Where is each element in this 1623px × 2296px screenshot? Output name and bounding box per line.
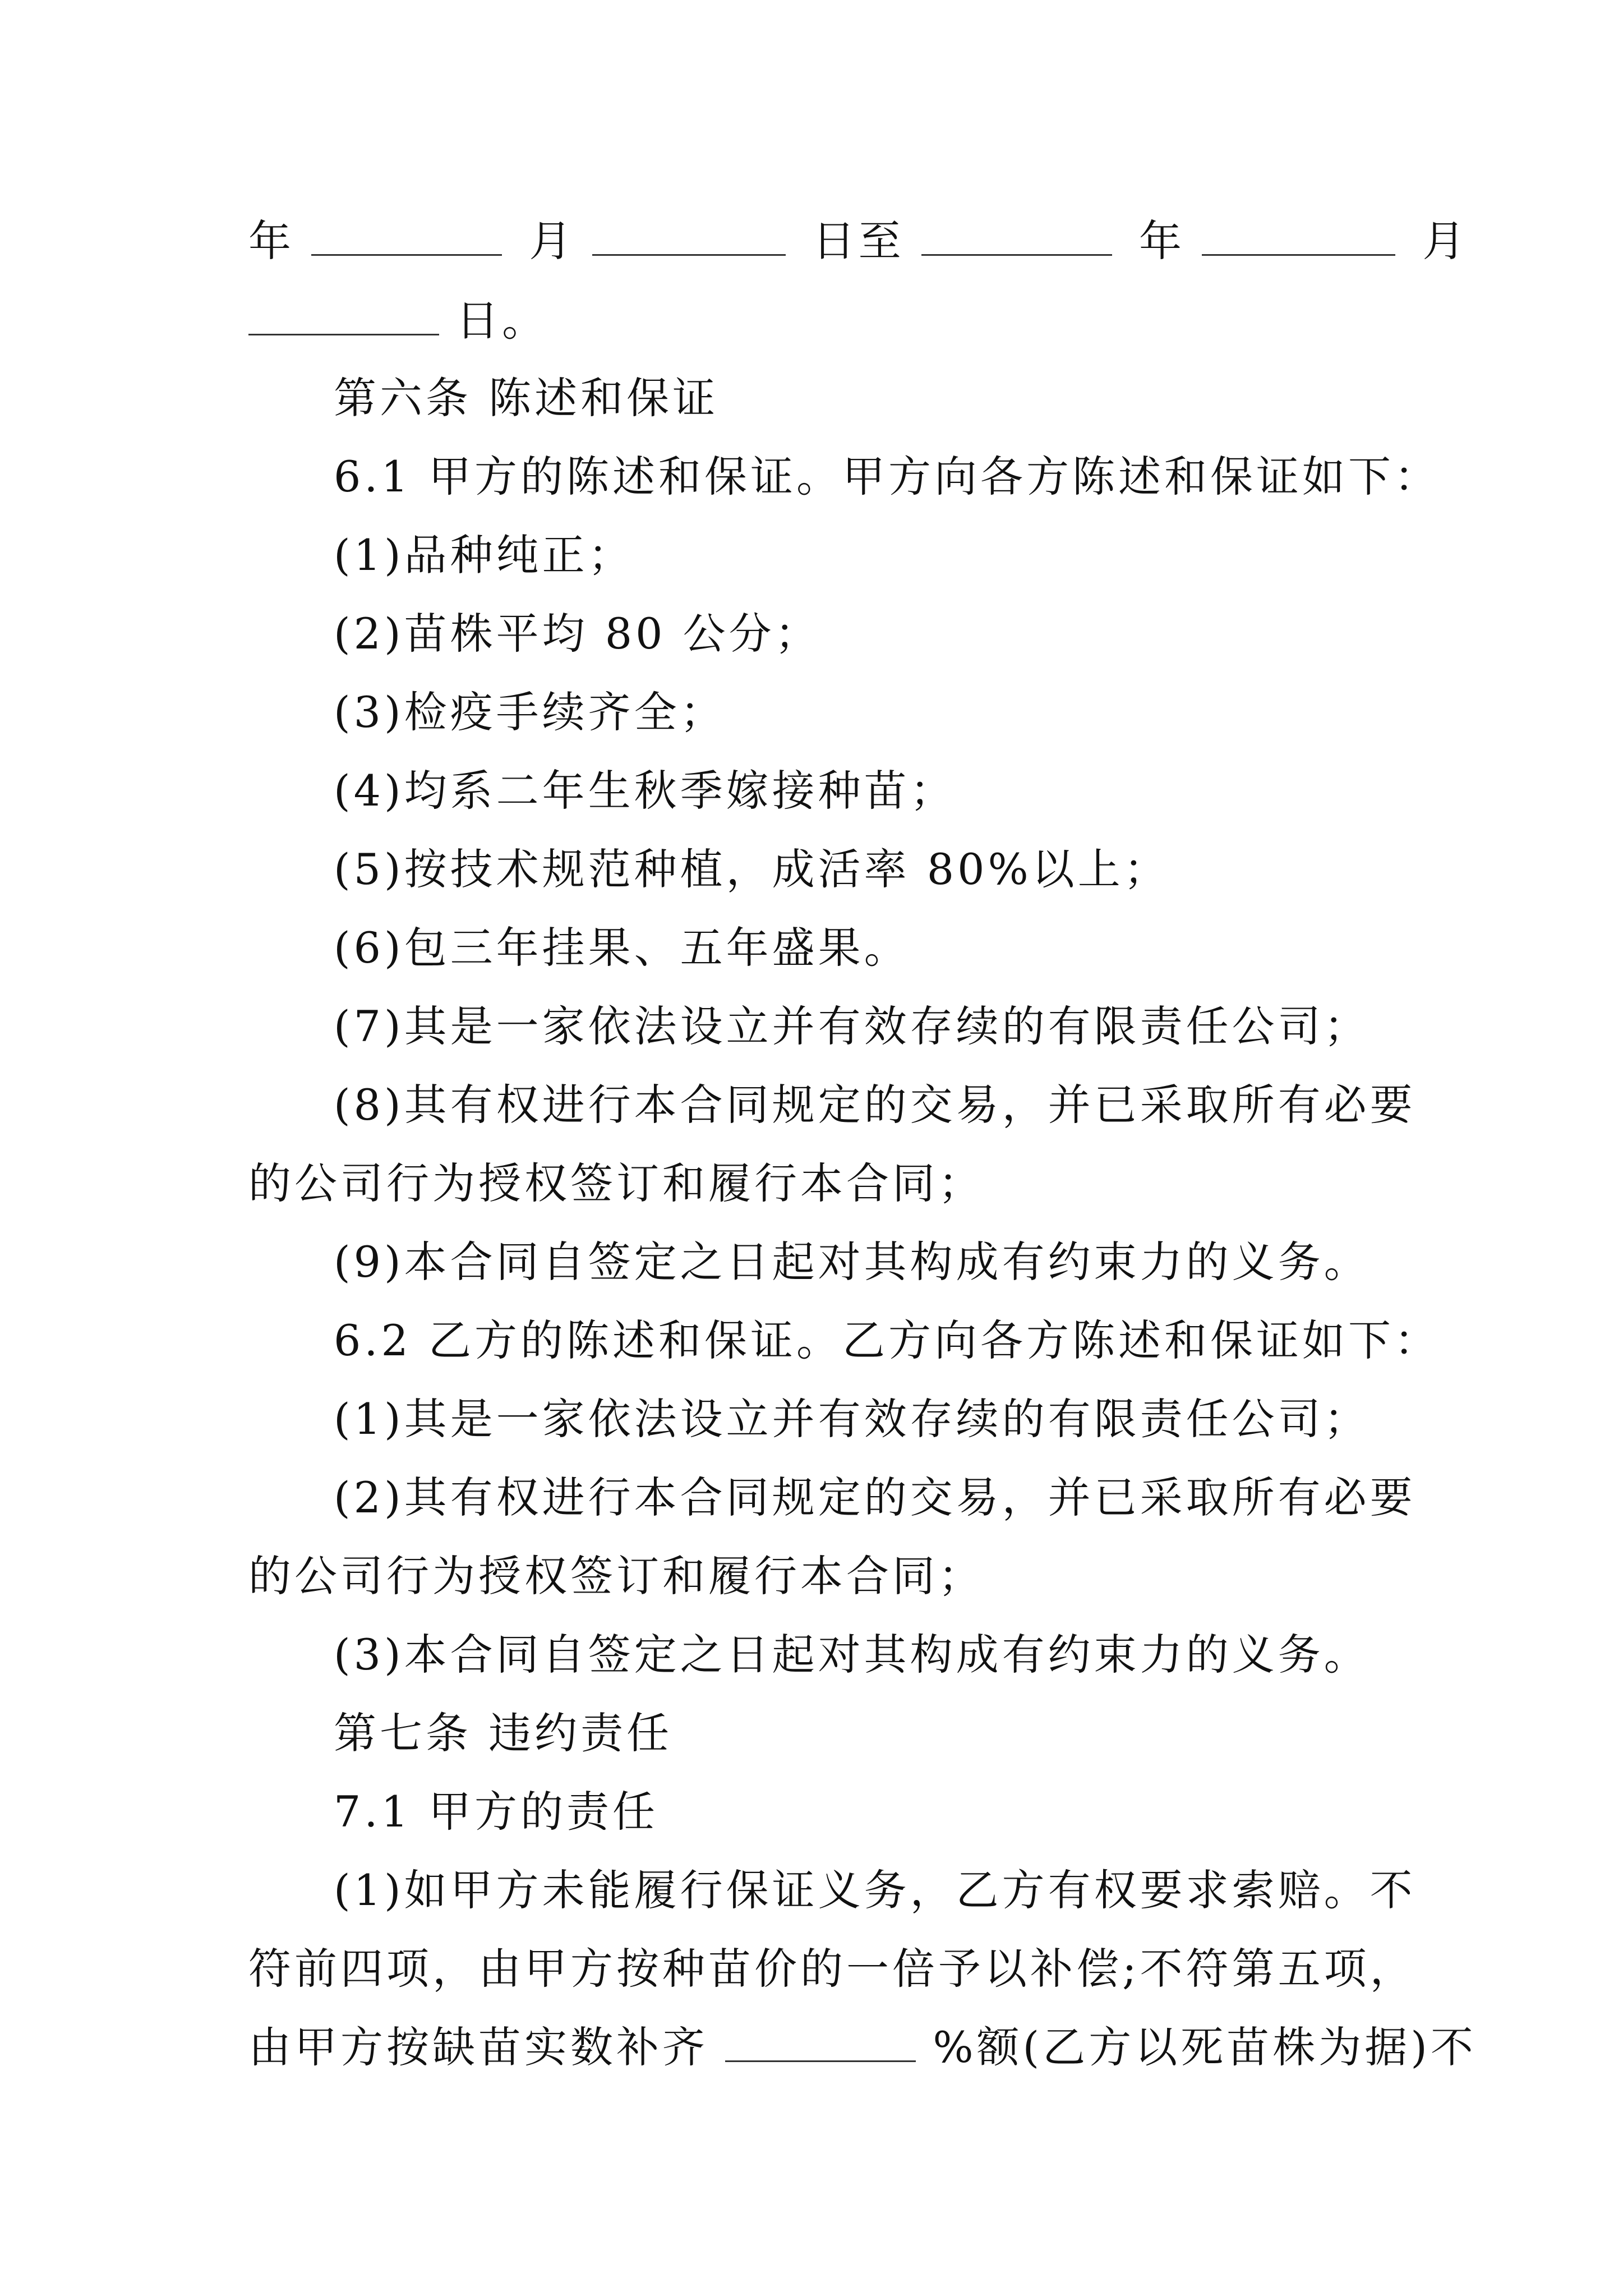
s6-1-item-1: (1)品种纯正； xyxy=(334,530,634,580)
article-7-heading: 第七条 违约责任 xyxy=(334,1708,673,1758)
end-month-blank[interactable] xyxy=(1202,215,1395,256)
s7-1-para-1-line-3 xyxy=(248,2019,1477,2076)
month2-label: 月 xyxy=(1422,216,1469,266)
day-end-label: 日。 xyxy=(456,296,548,346)
s6-1-item-9: (9)本合同自签定之日起对其构成有约束力的义务。 xyxy=(334,1237,1370,1287)
s6-2-item-2-line-1: (2)其有权进行本合同规定的交易，并已采取所有必要 xyxy=(334,1473,1416,1522)
year2-label: 年 xyxy=(1139,216,1186,266)
percent-blank[interactable] xyxy=(725,2021,916,2062)
s7-1-para-1-line-1: (1)如甲方未能履行保证义务，乙方有权要求索赔。不 xyxy=(334,1865,1416,1915)
month-label: 月 xyxy=(529,216,575,266)
s6-1-item-2: (2)苗株平均 80 公分； xyxy=(334,609,821,659)
date-range-line-2 xyxy=(248,293,548,349)
s7-1-para-1-line-2: 符前四项，由甲方按种苗价的一倍予以补偿;不符第五项， xyxy=(248,1944,1416,1994)
s6-1-item-8-line-1: (8)其有权进行本合同规定的交易，并已采取所有必要 xyxy=(334,1080,1416,1130)
date-range-line-1 xyxy=(248,213,1468,269)
s6-2-item-2-line-2: 的公司行为授权签订和履行本合同； xyxy=(248,1551,984,1601)
s6-1-item-7: (7)其是一家依法设立并有效存续的有限责任公司； xyxy=(334,1001,1370,1051)
end-year-blank[interactable] xyxy=(921,215,1112,256)
s6-1-item-3: (3)检疫手续齐全； xyxy=(334,687,726,737)
s6-1-item-4: (4)均系二年生秋季嫁接种苗； xyxy=(334,766,956,816)
year-label: 年 xyxy=(248,216,294,266)
end-day-blank[interactable] xyxy=(248,295,439,335)
s6-1-item-8-line-2: 的公司行为授权签订和履行本合同； xyxy=(248,1158,984,1208)
article-6-heading: 第六条 陈述和保证 xyxy=(334,373,719,423)
year-blank[interactable] xyxy=(311,215,502,256)
s6-1-item-5: (5)按技术规范种植，成活率 80%以上； xyxy=(334,844,1170,894)
day-to-label: 日至 xyxy=(812,216,905,266)
s6-2-item-1: (1)其是一家依法设立并有效存续的有限责任公司； xyxy=(334,1394,1370,1444)
s6-2-item-3: (3)本合同自签定之日起对其构成有约束力的义务。 xyxy=(334,1630,1370,1680)
s7-1-para-1-line-3-a: 由甲方按缺苗实数补齐 xyxy=(248,2022,708,2072)
section-6-2-title: 6.2 乙方的陈述和保证。乙方向各方陈述和保证如下： xyxy=(334,1315,1441,1365)
section-6-1-title: 6.1 甲方的陈述和保证。甲方向各方陈述和保证如下： xyxy=(334,452,1441,501)
section-7-1-title: 7.1 甲方的责任 xyxy=(334,1787,659,1837)
month-blank[interactable] xyxy=(592,215,786,256)
s6-1-item-6: (6)包三年挂果、五年盛果。 xyxy=(334,923,910,973)
s7-1-para-1-line-3-b: %额(乙方以死苗株为据)不 xyxy=(933,2022,1477,2072)
